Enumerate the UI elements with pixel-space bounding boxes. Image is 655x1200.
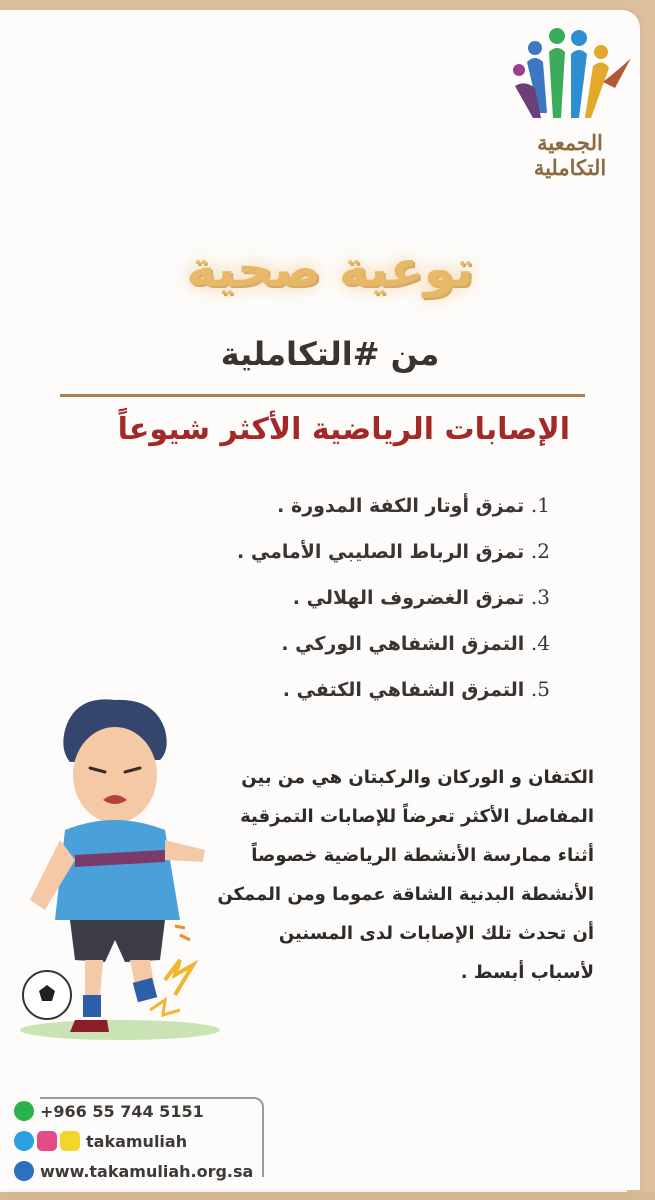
website-link[interactable]: www.takamuliah.org.sa (40, 1161, 254, 1181)
twitter-icon (14, 1131, 34, 1151)
phone-row[interactable] (14, 1098, 204, 1124)
phone-number: +966 55 744 5151 (40, 1101, 204, 1121)
injured-player-illustration (15, 690, 225, 1050)
list-item: 3. تمزق الغضروف الهلالي . (292, 585, 550, 609)
contact-footer (14, 1090, 314, 1190)
whatsapp-icon (14, 1101, 34, 1121)
list-item: 5. التمزق الشفاهي الكتفي . (282, 677, 550, 701)
website-row[interactable] (14, 1158, 253, 1184)
list-item: 2. تمزق الرباط الصليبي الأمامي . (237, 539, 550, 563)
page-subtitle: من #التكاملية (220, 335, 440, 373)
divider (60, 394, 585, 397)
body-paragraph: الكتفان و الوركان والركبتان هي من بين المفاصل الأكثر تعرضاً للإصابات التمزقية أثناء ممارسة الأنشطة الرياضية خصوصاً الأنشطة البدنية الشاقة عموما ومن الممكن أن تحدث تلك الإصابات لدى المسنين لأسباب أبسط . (217, 767, 594, 983)
instagram-icon (37, 1131, 57, 1151)
logo-figures-icon (505, 18, 635, 133)
social-row[interactable] (14, 1128, 187, 1154)
globe-icon (14, 1161, 34, 1181)
frame-bottom (0, 1192, 655, 1200)
snapchat-icon (60, 1131, 80, 1151)
brand-logo (505, 18, 635, 180)
section-heading: الإصابات الرياضية الأكثر شيوعاً (117, 412, 570, 447)
injury-list (150, 490, 550, 720)
list-item: 1. تمزق أوتار الكفة المدورة . (277, 493, 550, 517)
brand-name: الجمعية التكاملية (533, 130, 607, 180)
list-item: 4. التمزق الشفاهي الوركي . (281, 631, 550, 655)
social-handle: takamuliah (86, 1131, 188, 1151)
page-title: توعية صحية (186, 240, 474, 298)
